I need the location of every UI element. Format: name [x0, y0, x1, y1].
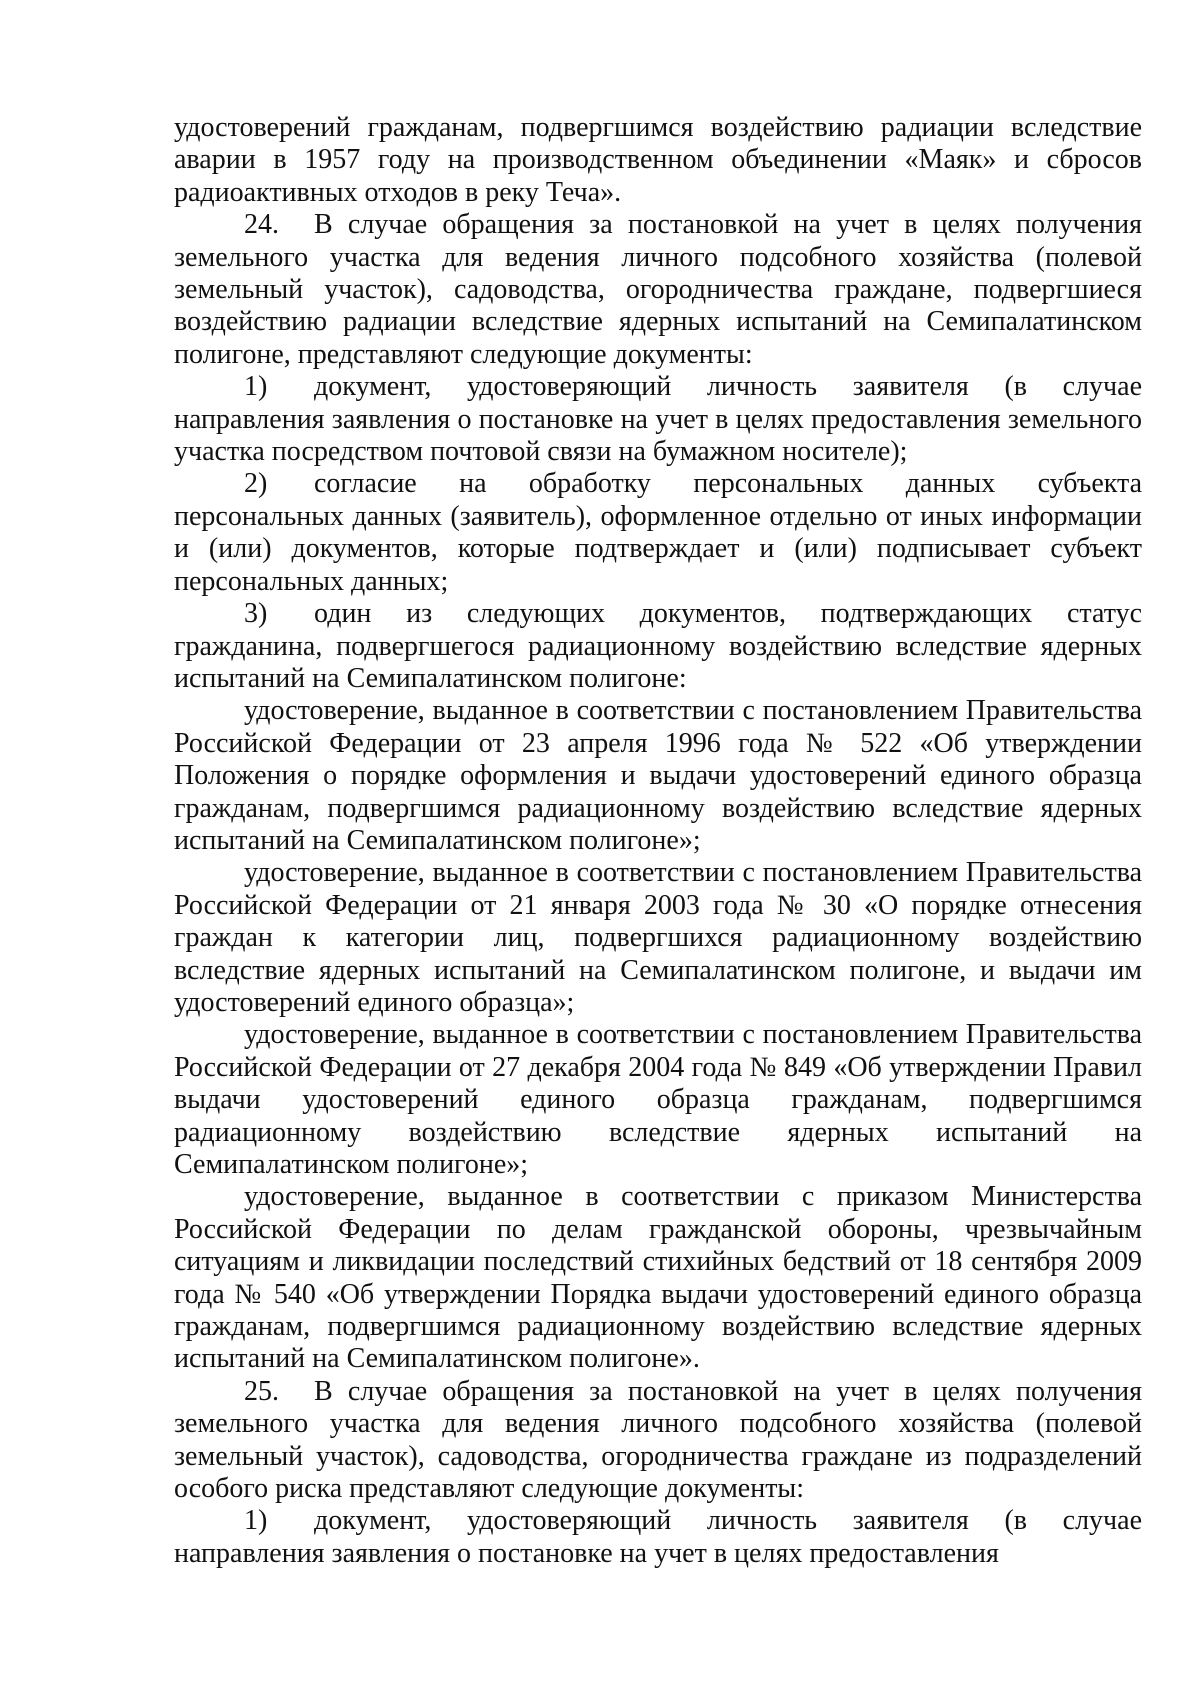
paragraph-subitem-2 [174, 468, 1142, 598]
item-number: 1) [244, 371, 268, 403]
document-page [174, 112, 1142, 1570]
item-text: один из следующих документов, подтверждающих статус гражданина, подвергшегося радиационному воздействию вследствие ядерных испытаний на Семипалатинском полигоне: [174, 598, 1142, 694]
item-number: 3) [244, 598, 268, 630]
item-text: В случае обращения за постановкой на учет в целях получения земельного участка для ведения личного подсобного хозяйства (полевой земельный участок), садоводства, огородничества граждане из подразделений особого риска представляют следующие документы: [174, 1375, 1142, 1505]
paragraph-certificate-2009: удостоверение, выданное в соответствии с приказом Министерства Российской Федерации по делам гражданской обороны, чрезвычайным ситуациям и ликвидации последствий стихийных бедствий от 18 сентября 2009 года № 540 «Об утверждении Порядка выдачи удостоверений единого образца гражданам, подвергшимся радиационному воздействию вследствие ядерных испытаний на Семипалатинском полигоне». [174, 1181, 1142, 1375]
item-text: документ, удостоверяющий личность заявителя (в случае направления заявления о постановке на учет в целях предоставления [174, 1505, 1142, 1569]
paragraph-item-24 [174, 209, 1142, 371]
item-text: документ, удостоверяющий личность заявителя (в случае направления заявления о постановке на учет в целях предоставления земельного участка посредством почтовой связи на бумажном носителе); [174, 371, 1142, 468]
paragraph-item-25 [174, 1376, 1142, 1506]
paragraph-continuation: удостоверений гражданам, подвергшимся воздействию радиации вследствие аварии в 1957 году на производственном объединении «Маяк» и сбросов радиоактивных отходов в реку Теча». [174, 112, 1142, 208]
item-number: 25. [244, 1375, 279, 1407]
paragraph-certificate-1996: удостоверение, выданное в соответствии с постановлением Правительства Российской Федерации от 23 апреля 1996 года № 522 «Об утверждении Положения о порядке оформления и выдачи удостоверений единого образца гражданам, подвергшимся радиационному воздействию вследствие ядерных испытаний на Семипалатинском полигоне»; [174, 695, 1142, 856]
item-number: 2) [244, 468, 268, 500]
item-text: В случае обращения за постановкой на учет в целях получения земельного участка для ведения личного подсобного хозяйства (полевой земельный участок), садоводства, огородничества граждане, подвергшиеся воздействию радиации вследствие ядерных испытаний на Семипалатинском полигоне, представляют следующие документы: [174, 209, 1142, 370]
item-number: 24. [244, 209, 279, 241]
item-text: согласие на обработку персональных данных субъекта персональных данных (заявитель), оформленное отдельно от иных информации и (или) документов, которые подтверждает и (или) подписывает субъект персональных данных; [174, 468, 1142, 597]
paragraph-certificate-2003: удостоверение, выданное в соответствии с постановлением Правительства Российской Федерации от 21 января 2003 года № 30 «О порядке отнесения граждан к категории лиц, подвергшихся радиационному воздействию вследствие ядерных испытаний на Семипалатинском полигоне, и выдачи им удостоверений единого образца»; [174, 857, 1142, 1018]
item-number: 1) [244, 1505, 268, 1537]
paragraph-certificate-2004: удостоверение, выданное в соответствии с постановлением Правительства Российской Федерации от 27 декабря 2004 года № 849 «Об утверждении Правил выдачи удостоверений единого образца гражданам, подвергшимся радиационному воздействию вследствие ядерных испытаний на Семипалатинском полигоне»; [174, 1019, 1142, 1180]
paragraph-subitem-1-second [174, 1505, 1142, 1570]
paragraph-subitem-3 [174, 598, 1142, 695]
paragraph-subitem-1 [174, 371, 1142, 468]
